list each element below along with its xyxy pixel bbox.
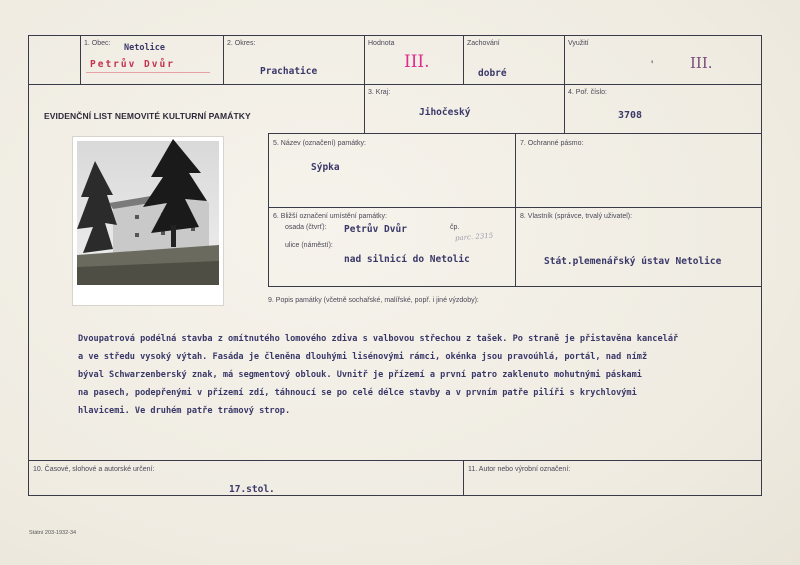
datace-label: 10. Časové, slohové a autorské určení: <box>33 466 155 473</box>
hodnota-value: III. <box>404 52 430 72</box>
zachovani-value: dobré <box>478 68 507 79</box>
divider <box>515 133 516 286</box>
okres-value: Prachatice <box>260 66 318 77</box>
nazev-label: 5. Název (označení) památky: <box>273 140 366 147</box>
ulice-label: ulice (náměstí): <box>285 242 333 249</box>
row3-bottom-border <box>268 207 762 208</box>
kraj-label: 3. Kraj: <box>368 89 391 96</box>
vyuziti-label: Využití <box>568 40 589 47</box>
form-title: EVIDENČNÍ LIST NEMOVITÉ KULTURNÍ PAMÁTKY <box>44 111 251 121</box>
description-bottom-border <box>28 460 762 461</box>
divider <box>80 35 81 84</box>
vyuziti-value: III. <box>690 54 713 72</box>
divider <box>223 35 224 84</box>
popis-label: 9. Popis památky (včetně sochařské, malířské, popř. i jiné výzdoby): <box>268 297 479 304</box>
obec-top-value: Netolice <box>124 43 165 53</box>
right-border <box>761 35 762 495</box>
vlastnik-value: Stát.plemenářský ústav Netolice <box>544 256 722 267</box>
divider <box>463 460 464 495</box>
okres-label: 2. Okres: <box>227 40 256 47</box>
osada-value: Petrův Dvůr <box>344 224 407 235</box>
vyuziti-mark: ' <box>651 58 654 72</box>
hodnota-label: Hodnota <box>368 40 395 47</box>
divider <box>463 35 464 84</box>
datace-value: 17.stol. <box>229 484 275 495</box>
umisteni-label: 6. Bližší označení umístění památky: <box>273 213 387 220</box>
left-border <box>28 35 29 495</box>
divider <box>364 35 365 84</box>
row4-bottom-border <box>268 286 762 287</box>
divider <box>268 133 269 286</box>
ochranne-pasmo-label: 7. Ochranné pásmo: <box>520 140 584 147</box>
osada-label: osada (čtvrť): <box>285 224 327 231</box>
popis-text <box>78 330 758 420</box>
obec-value: Petrův Dvůr <box>90 59 175 70</box>
por-cislo-value: 3708 <box>618 110 643 121</box>
popis-line: býval Schwarzenberský znak, má segmentový oblouk. Uvnitř je přízemí a první patro zaklenuto mohutnými pásk​ami <box>78 370 642 380</box>
autor-label: 11. Autor nebo výrobní označení: <box>468 466 571 473</box>
popis-line: na pasech, podepřenými v přízemí zdí, táhnoucí se po celé délce stavby a v prvním patře pilíři s krychlovými <box>78 388 637 398</box>
divider <box>364 84 365 133</box>
kraj-value: Jihočeský <box>419 107 471 118</box>
obec-label: 1. Obec: <box>84 40 111 47</box>
granary-photo-image <box>73 137 223 305</box>
top-border <box>28 35 762 36</box>
cp-label: čp. <box>450 224 460 231</box>
por-cislo-label: 4. Poř. číslo: <box>568 89 607 96</box>
footer-print: Státní 203-1932-34 <box>29 530 77 536</box>
nazev-value: Sýpka <box>311 162 340 173</box>
divider <box>564 84 565 133</box>
obec-underline <box>86 72 210 73</box>
vlastnik-label: 8. Vlastník (správce, trvalý uživatel): <box>520 213 633 220</box>
cp-handwritten: parc. 2315 <box>454 231 494 243</box>
ulice-value: nad silnicí do Netolic <box>344 254 470 265</box>
popis-line: a ve středu vysoký výtah. Fasáda je členěna dlouhými lisénovými rámci, okénka jsou pravoúhlá, portál, nad nímž <box>78 352 648 362</box>
divider <box>564 35 565 84</box>
zachovani-label: Zachování <box>467 40 500 47</box>
popis-line: hlavicemi. Ve druhém patře trámový strop. <box>78 406 291 416</box>
monument-photo <box>72 136 224 306</box>
popis-line: Dvoupatrová podélná stavba z omítnutého lomového zdiva s valbovou střechou z tašek. Po straně je přistavěna kancelář <box>78 334 679 344</box>
row1-bottom-border <box>28 84 762 85</box>
bottom-border <box>28 495 762 496</box>
